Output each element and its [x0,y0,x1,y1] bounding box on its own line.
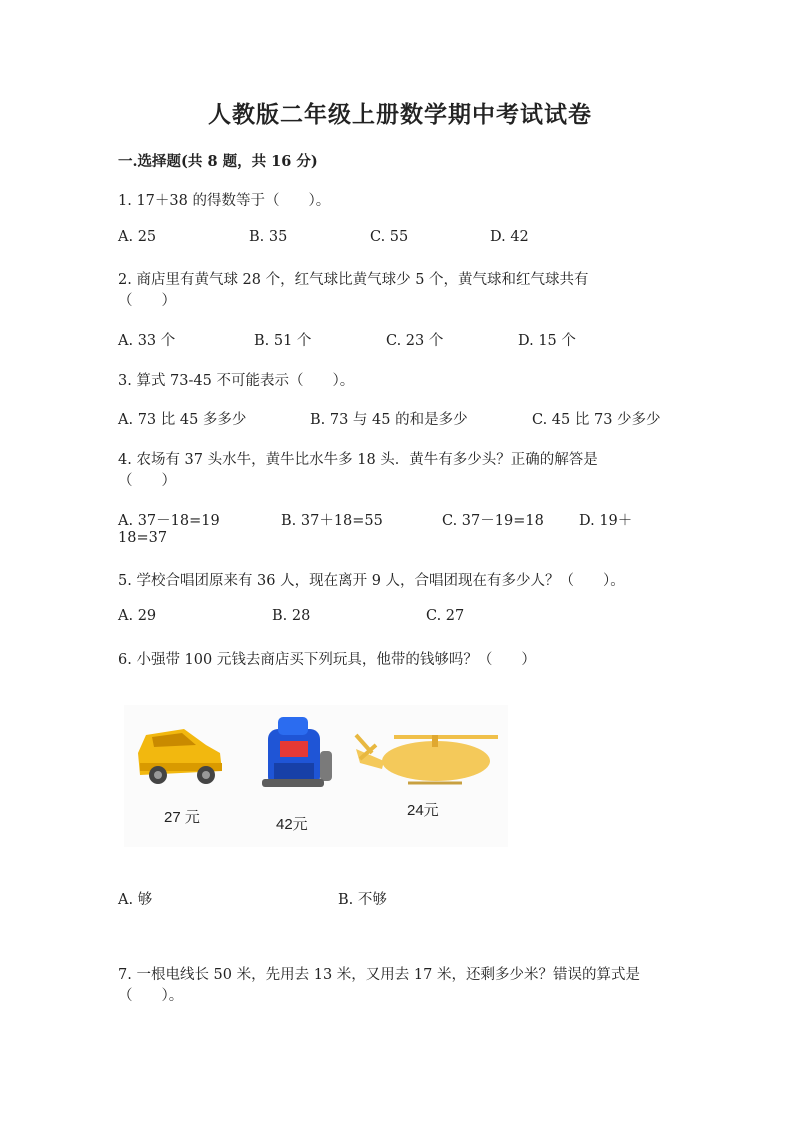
question-7-stem: 7. 一根电线长 50 米，先用去 13 米，又用去 17 米，还剩多少米？错误的算式是 [118,967,640,983]
q3-option-c: C. 45 比 73 少多少 [532,412,661,428]
q4-option-b: B. 37＋18=55 [281,513,383,529]
question-4-stem-cont: （ ） [118,473,176,489]
question-1-stem: 1. 17＋38 的得数等于（ ）。 [118,193,331,209]
question-4-stem: 4. 农场有 37 头水牛，黄牛比水牛多 18 头．黄牛有多少头？正确的解答是 [118,452,598,468]
q3-option-b: B. 73 与 45 的和是多少 [310,412,468,428]
toys-figure [124,705,508,847]
question-3-stem: 3. 算式 73-45 不可能表示（ ）。 [118,373,355,389]
q2-option-b: B. 51 个 [254,333,312,349]
q2-option-c: C. 23 个 [386,333,444,349]
q5-option-c: C. 27 [426,608,465,624]
q1-option-c: C. 55 [370,229,409,245]
q1-option-a: A. 25 [118,229,157,245]
q2-option-d: D. 15 个 [518,333,576,349]
q3-option-a: A. 73 比 45 多多少 [118,412,247,428]
question-6-stem: 6. 小强带 100 元钱去商店买下列玩具，他带的钱够吗？（ ） [118,652,536,668]
q4-option-a: A. 37－18=19 [118,513,220,529]
q4-option-d: D. 19＋ [579,513,633,529]
page-title: 人教版二年级上册数学期中考试试卷 [208,101,592,128]
q5-option-b: B. 28 [272,608,311,624]
question-2-stem: 2. 商店里有黄气球 28 个，红气球比黄气球少 5 个，黄气球和红气球共有 [118,272,589,288]
question-2-stem-cont: （ ） [118,293,176,309]
section-heading: 一.选择题(共 8 题，共 16 分) [118,153,318,170]
q6-option-b: B. 不够 [338,892,387,908]
q4-option-d-cont: 18=37 [118,530,168,546]
price-car: 27 元 [164,809,200,826]
q1-option-b: B. 35 [249,229,288,245]
q1-option-d: D. 42 [490,229,529,245]
q6-option-a: A. 够 [118,892,153,908]
price-robot: 42元 [276,816,308,833]
q4-option-c: C. 37－19=18 [442,513,544,529]
question-7-stem-cont: （ ）。 [118,988,184,1004]
q2-option-a: A. 33 个 [118,333,176,349]
q5-option-a: A. 29 [118,608,157,624]
question-5-stem: 5. 学校合唱团原来有 36 人，现在离开 9 人，合唱团现在有多少人？（ ）。 [118,573,625,589]
price-helicopter: 24元 [407,802,439,819]
